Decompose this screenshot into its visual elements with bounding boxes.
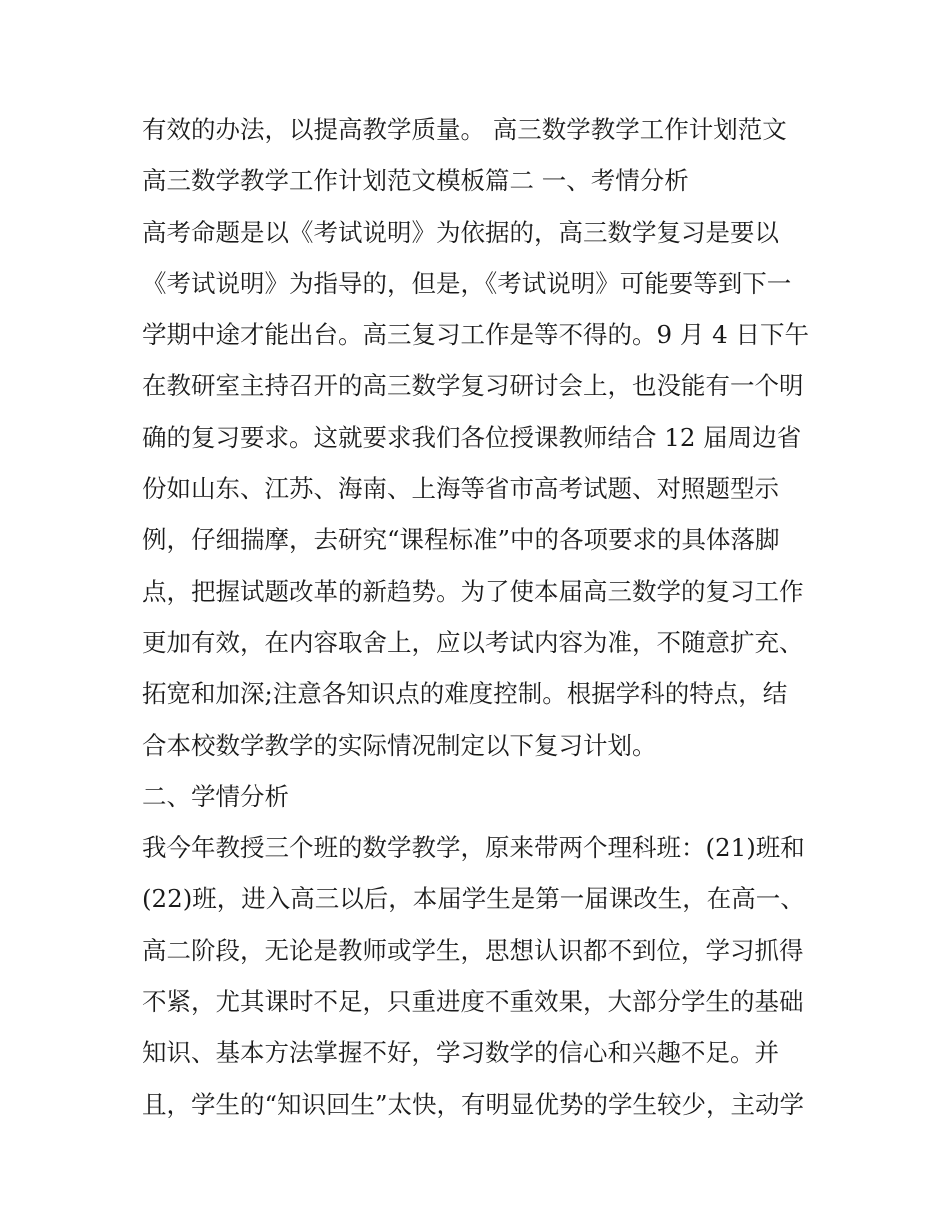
text-line: 有效的办法，以提高教学质量。 高三数学教学工作计划范文 [142, 115, 787, 144]
text-line: 《考试说明》为指导的，但是，《考试说明》可能要等到下一 [142, 268, 792, 298]
text-line: 学期中途才能出台。高三复习工作是等不得的。9 月 4 日下午 [142, 320, 810, 350]
text-line: 更加有效，在内容取舍上，应以考试内容为准，不随意扩充、 [142, 627, 804, 657]
text-line: 高三数学教学工作计划范文模板篇二 一、考情分析 [142, 166, 689, 196]
text-line: 合本校数学教学的实际情况制定以下复习计划。 [142, 730, 657, 760]
text-line: 拓宽和加深;注意各知识点的难度控制。根据学科的特点，结 [142, 679, 788, 709]
text-line: 在教研室主持召开的高三数学复习研讨会上，也没能有一个明 [142, 371, 804, 401]
text-line: 且，学生的“知识回生”太快，有明显优势的学生较少，主动学 [142, 1089, 805, 1119]
text-line: 知识、基本方法掌握不好，学习数学的信心和兴趣不足。并 [142, 1038, 779, 1068]
text-line: (22)班，进入高三以后，本届学生是第一届课改生，在高一、 [142, 884, 805, 914]
text-line: 确的复习要求。这就要求我们各位授课教师结合 12 届周边省 [142, 422, 802, 452]
text-line: 不紧，尤其课时不足，只重进度不重效果，大部分学生的基础 [142, 987, 804, 1017]
section-heading: 二、学情分析 [142, 781, 289, 811]
body-text [142, 104, 822, 1130]
text-line: 点，把握试题改革的新趋势。为了使本届高三数学的复习工作 [142, 576, 804, 606]
text-line: 高考命题是以《考试说明》为依据的，高三数学复习是要以 [142, 217, 779, 247]
text-line: 份如山东、江苏、海南、上海等省市高考试题、对照题型示 [142, 474, 779, 504]
text-line: 例，仔细揣摩，去研究“课程标准”中的各项要求的具体落脚 [142, 525, 780, 555]
text-line: 高二阶段，无论是教师或学生，思想认识都不到位，学习抓得 [142, 935, 804, 965]
text-line: 我今年教授三个班的数学教学，原来带两个理科班：(21)班和 [142, 833, 805, 863]
